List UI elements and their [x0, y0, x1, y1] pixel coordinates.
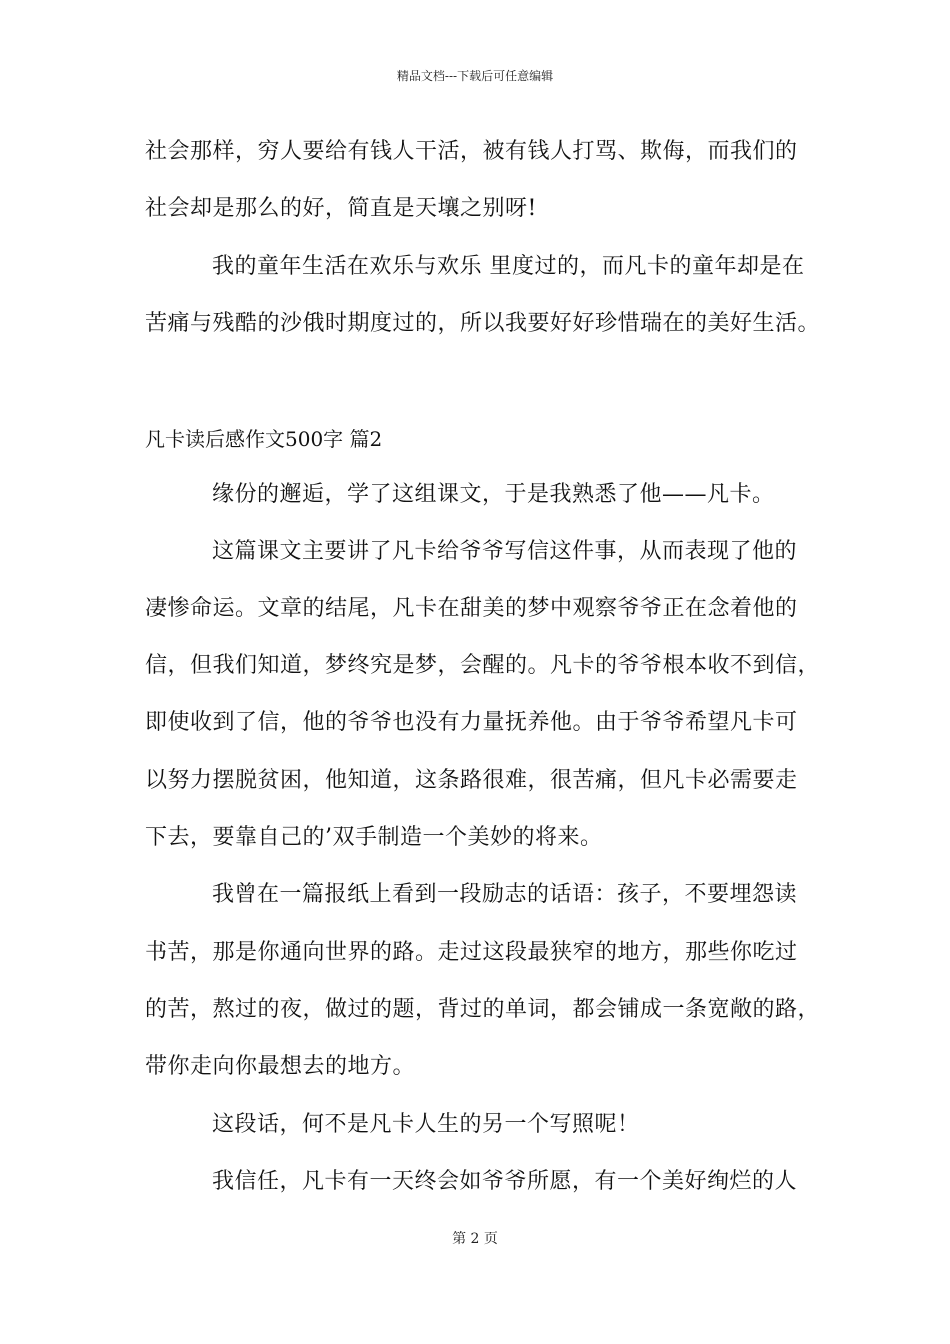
paragraph-line: 下去，要靠自己的’双手制造一个美妙的将来。 [145, 825, 603, 850]
paragraph-line: 社会那样，穷人要给有钱人干活，被有钱人打骂、欺侮，而我们的 [145, 139, 798, 164]
paragraph-line: 带你走向你最想去的地方。 [145, 1054, 416, 1079]
paragraph-line: 这篇课文主要讲了凡卡给爷爷写信这件事，从而表现了他的 [212, 539, 798, 564]
paragraph-line: 即使收到了信，他的爷爷也没有力量抚养他。由于爷爷希望凡卡可 [145, 710, 798, 735]
paragraph-line: 信，但我们知道，梦终究是梦，会醒的。凡卡的爷爷根本收不到信， [145, 653, 821, 678]
page-number: 第 2 页 [452, 1231, 498, 1247]
paragraph-line: 以努力摆脱贫困，他知道，这条路很难，很苦痛，但凡卡必需要走 [145, 768, 798, 793]
paragraph-line: 缘份的邂逅，学了这组课文，于是我熟悉了他——凡卡。 [212, 482, 775, 507]
paragraph-line: 社会却是那么的好，简直是天壤之别呀! [145, 196, 537, 221]
paragraph-line: 我曾在一篇报纸上看到一段励志的话语：孩子，不要埋怨读 [212, 882, 798, 907]
section-title: 凡卡读后感作文500字 篇2 [145, 427, 383, 451]
paragraph-line: 书苦，那是你通向世界的路。走过这段最狭窄的地方，那些你吃过 [145, 940, 798, 965]
paragraph-line: 凄惨命运。文章的结尾，凡卡在甜美的梦中观察爷爷正在念着他的 [145, 596, 798, 621]
paragraph-line: 的苦，熬过的夜，做过的题，背过的单词，都会铺成一条宽敞的路， [145, 997, 821, 1022]
paragraph-line: 我信任，凡卡有一天终会如爷爷所愿，有一个美好绚烂的人 [212, 1169, 798, 1194]
paragraph-line: 这段话，何不是凡卡人生的另一个写照呢！ [212, 1112, 640, 1137]
paragraph-line: 苦痛与残酷的沙俄时期度过的，所以我要好好珍惜瑞在的美好生活。 [145, 311, 821, 336]
paragraph-line: 我的童年生活在欢乐与欢乐 里度过的，而凡卡的童年却是在 [212, 254, 805, 279]
page-header: 精品文档---下载后可任意编辑 [396, 69, 554, 83]
